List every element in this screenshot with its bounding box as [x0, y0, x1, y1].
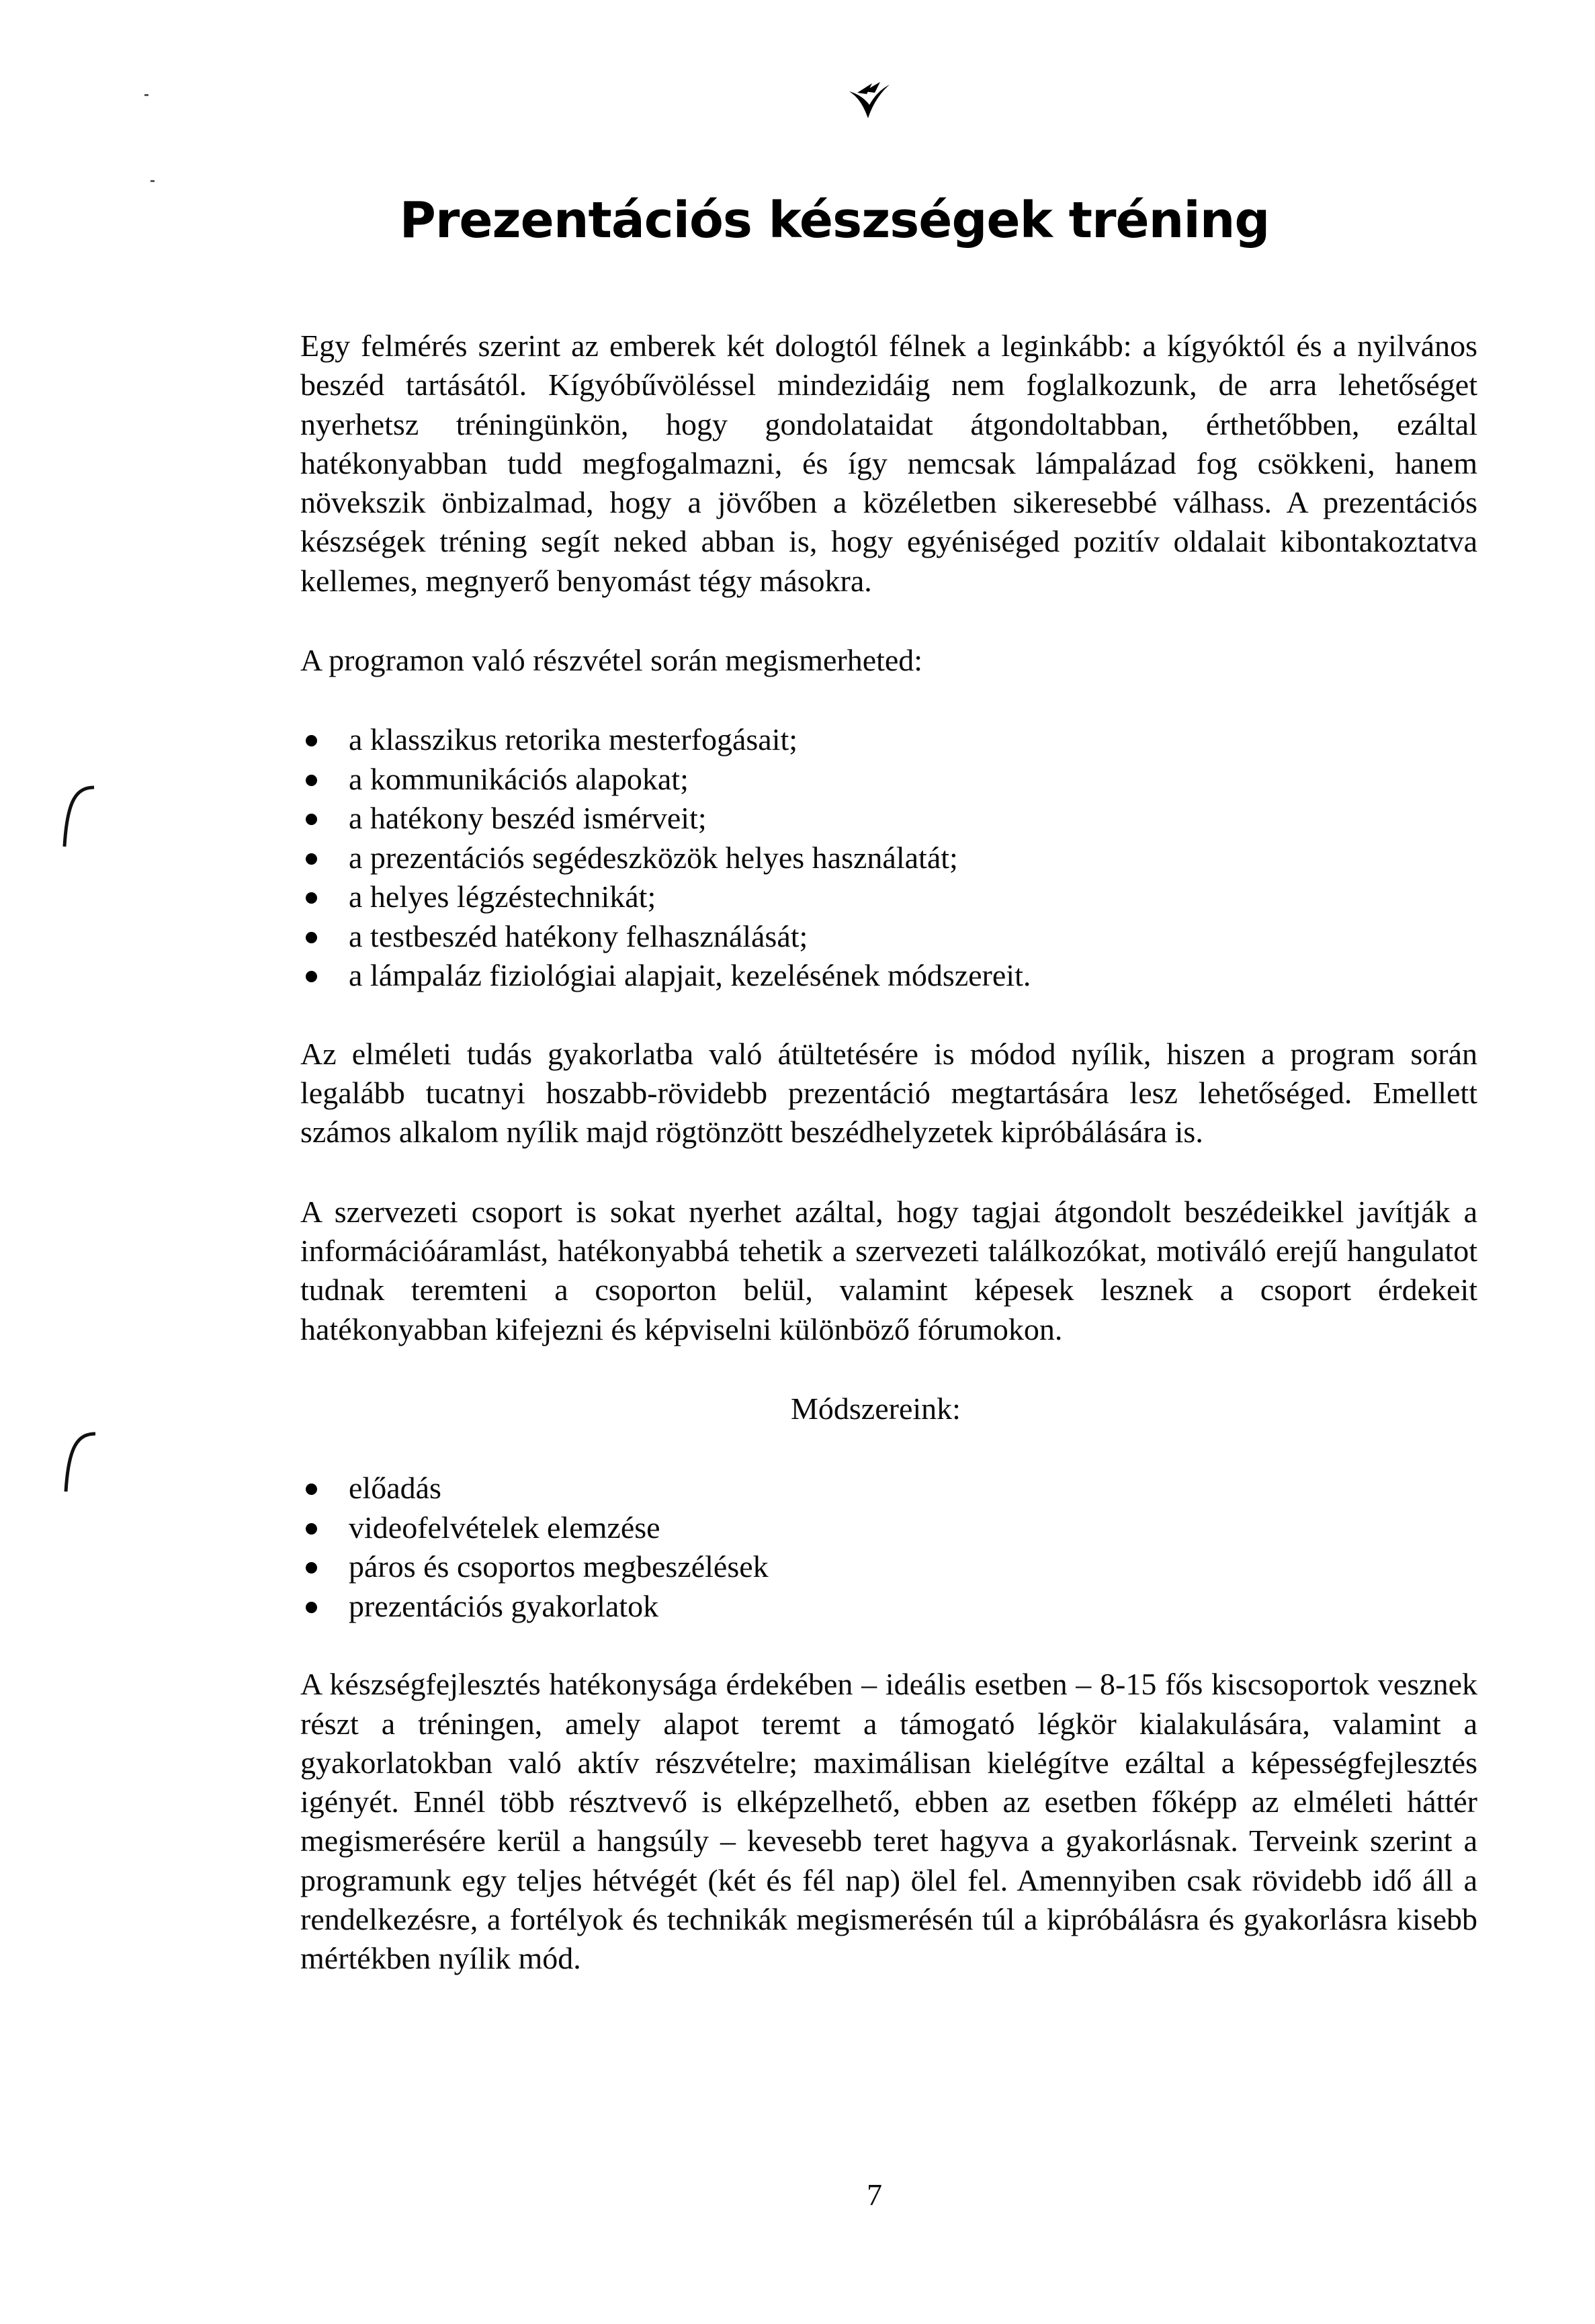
list-item: a helyes légzéstechnikát;: [300, 877, 1477, 917]
scan-speck: [144, 94, 148, 96]
topics-list: [300, 720, 1477, 996]
list-item: a prezentációs segédeszközök helyes használatát;: [300, 838, 1477, 878]
binder-hole-mark-top: [52, 779, 106, 853]
list-item: a testbeszéd hatékony felhasználását;: [300, 917, 1477, 957]
logo-icon: [845, 79, 892, 126]
list-item: a lámpaláz fiziológiai alapjait, kezelésének módszereit.: [300, 956, 1477, 996]
methods-heading: Módszereink:: [791, 1391, 961, 1426]
practice-paragraph: Az elméleti tudás gyakorlatba való átültetésére is módod nyílik, hiszen a program során legalább tucatnyi hoszabb-rövidebb prezentáció megtartására lesz lehetőséged. Emellett számos alkalom nyílik majd rögtönzött beszédhelyzetek kipróbálására is.: [300, 1036, 1477, 1150]
document-body: [300, 327, 1477, 1979]
scan-speck: [150, 180, 155, 182]
list-item: előadás: [300, 1469, 1477, 1508]
list-item: a klasszikus retorika mesterfogásait;: [300, 720, 1477, 760]
list-item: páros és csoportos megbeszélések: [300, 1547, 1477, 1587]
page-number: 7: [867, 2178, 882, 2212]
group-paragraph: A szervezeti csoport is sokat nyerhet azáltal, hogy tagjai átgondolt beszédeikkel javítják a információáramlást, hatékonyabbá tehetik a szervezeti találkozókat, motiváló erejű hangulatot tudnak teremteni a csoporton belül, valamint képesek lesznek a csoport érdekeit hatékonyabban kifejezni és képviselni különböző fórumokon.: [300, 1194, 1477, 1346]
program-lead: A programon való részvétel során megismerheted:: [300, 643, 923, 678]
page-title: Prezentációs készségek tréning: [399, 191, 1270, 249]
list-item: prezentációs gyakorlatok: [300, 1587, 1477, 1627]
list-item: a hatékony beszéd ismérveit;: [300, 799, 1477, 838]
closing-paragraph: A készségfejlesztés hatékonysága érdekében – ideális esetben – 8-15 fős kiscsoportok vesznek részt a tréningen, amely alapot teremt a támogató légkör kialakulására, valamint a gyakorlatokban való aktív részvételre; maximálisan kielégítve ezáltal a képességfejlesztés igényét. Ennél több résztvevő is elképzelhető, ebben az esetben főképp az elméleti háttér megismerésére kerül a hangsúly – kevesebb teret hagyva a gyakorlásnak. Terveink szerint a programunk egy teljes hétvégét (két és fél nap) ölel fel. Amennyiben csak rövidebb idő áll a rendelkezésre, a fortélyok és technikák megismerésén túl a kipróbálásra és gyakorlásra kisebb mértékben nyílik mód.: [300, 1667, 1477, 1976]
binder-hole-mark-bottom: [54, 1424, 107, 1498]
methods-list: [300, 1469, 1477, 1626]
intro-paragraph: Egy felmérés szerint az emberek két dologtól félnek a leginkább: a kígyóktól és a nyilvános beszéd tartásától. Kígyóbűvöléssel mindezidáig nem foglalkozunk, de arra lehetőséget nyerhetsz tréningünkön, hogy gondolataidat átgondoltabban, érthetőbben, ezáltal hatékonyabban tudd megfogalmazni, és így nemcsak lámpalázad fog csökkeni, hanem növekszik önbizalmad, hogy a jövőben a közéletben sikeresebbé válhass. A prezentációs készségek tréning segít neked abban is, hogy egyéniséged pozitív oldalait kibontakoztatva kellemes, megnyerő benyomást tégy másokra.: [300, 329, 1477, 598]
list-item: a kommunikációs alapokat;: [300, 760, 1477, 800]
list-item: videofelvételek elemzése: [300, 1508, 1477, 1548]
